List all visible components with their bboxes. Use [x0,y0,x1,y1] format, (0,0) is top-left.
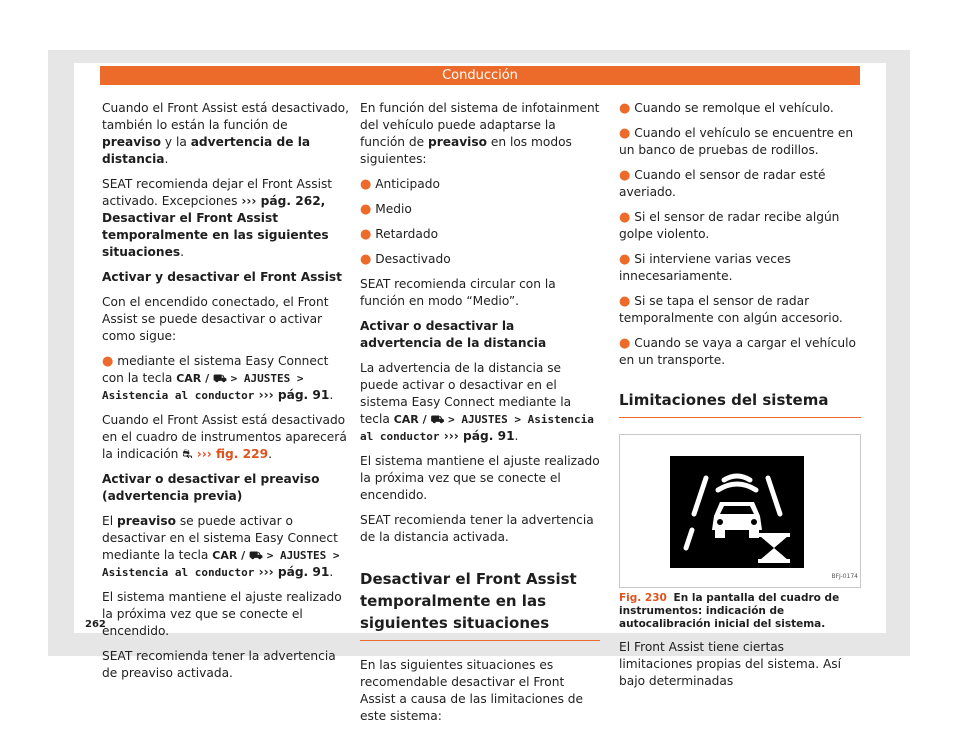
paragraph: La advertencia de la distancia se puede activar o desactivar en el sistema Easy Connect mediante la tecla CAR / ⛟ > AJUSTES > Asistencia al conductor ››› pág. 91. [360,361,594,443]
paragraph: SEAT recomienda tener la advertencia de la distancia activada. [360,513,594,544]
paragraph: El sistema mantiene el ajuste realizado la próxima vez que se conecte el encendido. [102,590,342,638]
figure-reference-link[interactable]: ››› fig. 229 [196,447,269,461]
bullet-icon: ● [360,202,372,217]
subheading: Activar o desactivar el preaviso (advertencia previa) [102,472,320,503]
page-reference-link[interactable]: ››› pág. 91 [439,429,515,443]
bullet-icon: ● [360,252,372,267]
subheading: Activar y desactivar el Front Assist [102,270,342,284]
figure-230 [619,434,861,588]
car-menu-icon: / ⛟ [237,549,267,562]
list-item: ● Anticipado [360,177,440,192]
paragraph: Cuando el Front Assist está desactivado, también lo están la función de preaviso y la advertencia de la distancia. [102,101,350,166]
section-heading: Limitaciones del sistema [619,389,861,418]
car-menu-icon: / ⛟ [201,372,231,385]
bullet-icon: ● [102,354,114,369]
column-2 [360,100,600,733]
list-item: ● Medio [360,202,412,217]
bullet-icon: ● [619,336,631,351]
list-item: ● mediante el sistema Easy Connect con la tecla CAR / ⛟ > AJUSTES > Asistencia al conductor ››› pág. 91. [102,354,334,402]
instrument-display [670,456,804,568]
car-key-icon: CAR [393,413,419,426]
paragraph: El preaviso se puede activar o desactivar en el sistema Easy Connect mediante la tecla CAR / ⛟ > AJUSTES > Asistencia al conductor ››› pág. 91. [102,514,340,579]
page-number: 262 [85,619,106,630]
car-key-icon: CAR [176,372,202,385]
car-menu-icon: / ⛟ [418,413,449,426]
bullet-icon: ● [619,168,631,183]
list-item: ● Desactivado [360,252,451,267]
subheading: Activar o desactivar la advertencia de la distancia [360,319,547,350]
section-heading: Desactivar el Front Assist temporalmente en las siguientes situaciones [360,568,600,641]
section-header: Conducción [100,66,860,85]
list-item: ● Retardado [360,227,439,242]
cross-reference-link[interactable]: ››› pág. 262, Desactivar el Front Assist temporalmente en las siguientes situaciones [102,194,329,259]
list-item: ● Cuando el sensor de radar esté averiado. [619,168,826,199]
column-1 [102,100,350,690]
car-key-icon: CAR [212,549,238,562]
figure-code: BFJ-0174 [831,573,858,580]
bullet-icon: ● [619,101,631,116]
page-reference-link[interactable]: ››› pág. 91 [254,565,330,579]
paragraph: Con el encendido conectado, el Front Assist se puede desactivar o activar como sigue: [102,295,329,343]
menu-path: > AJUSTES > Asistencia al conductor [102,372,304,402]
front-assist-off-icon: ⛐ [182,447,197,461]
list-item: ● Cuando el vehículo se encuentre en un banco de pruebas de rodillos. [619,126,854,157]
paragraph: En las siguientes situaciones es recomendable desactivar el Front Assist a causa de las limitaciones de este sistema: [360,658,584,723]
page-reference-link[interactable]: ››› pág. 91 [254,388,330,402]
paragraph: SEAT recomienda dejar el Front Assist activado. Excepciones ››› pág. 262, Desactivar el Front Assist temporalmente en las siguientes situaciones. [102,177,333,259]
paragraph: El sistema mantiene el ajuste realizado la próxima vez que se conecte el encendido. [360,454,600,502]
menu-path: > AJUSTES > Asistencia al conductor [360,413,594,443]
menu-path: > AJUSTES > Asistencia al conductor [102,549,340,579]
paragraph: El Front Assist tiene ciertas limitaciones propias del sistema. Así bajo determinadas [619,640,842,688]
paragraph: SEAT recomienda circular con la función en modo “Medio”. [360,277,556,308]
paragraph: SEAT recomienda tener la advertencia de preaviso activada. [102,649,336,680]
list-item: ● Si interviene varias veces innecesariamente. [619,252,791,283]
list-item: ● Cuando se vaya a cargar el vehículo en un transporte. [619,336,856,367]
radar-calibration-icon [670,456,804,568]
bullet-icon: ● [360,177,372,192]
bullet-icon: ● [619,126,631,141]
figure-caption: Fig. 230 En la pantalla del cuadro de instrumentos: indicación de autocalibración inicial del sistema. [619,592,840,630]
list-item: ● Si se tapa el sensor de radar temporalmente con algún accesorio. [619,294,843,325]
bullet-icon: ● [619,294,631,309]
bullet-icon: ● [360,227,372,242]
paragraph: En función del sistema de infotainment del vehículo puede adaptarse la función de preaviso en los modos siguientes: [360,101,600,166]
column-3 [619,100,861,698]
paragraph: Cuando el Front Assist está desactivado en el cuadro de instrumentos aparecerá la indicación ⛐ ››› fig. 229. [102,413,347,461]
list-item: ● Si el sensor de radar recibe algún golpe violento. [619,210,840,241]
bullet-icon: ● [619,252,631,267]
list-item: ● Cuando se remolque el vehículo. [619,101,834,116]
bullet-icon: ● [619,210,631,225]
